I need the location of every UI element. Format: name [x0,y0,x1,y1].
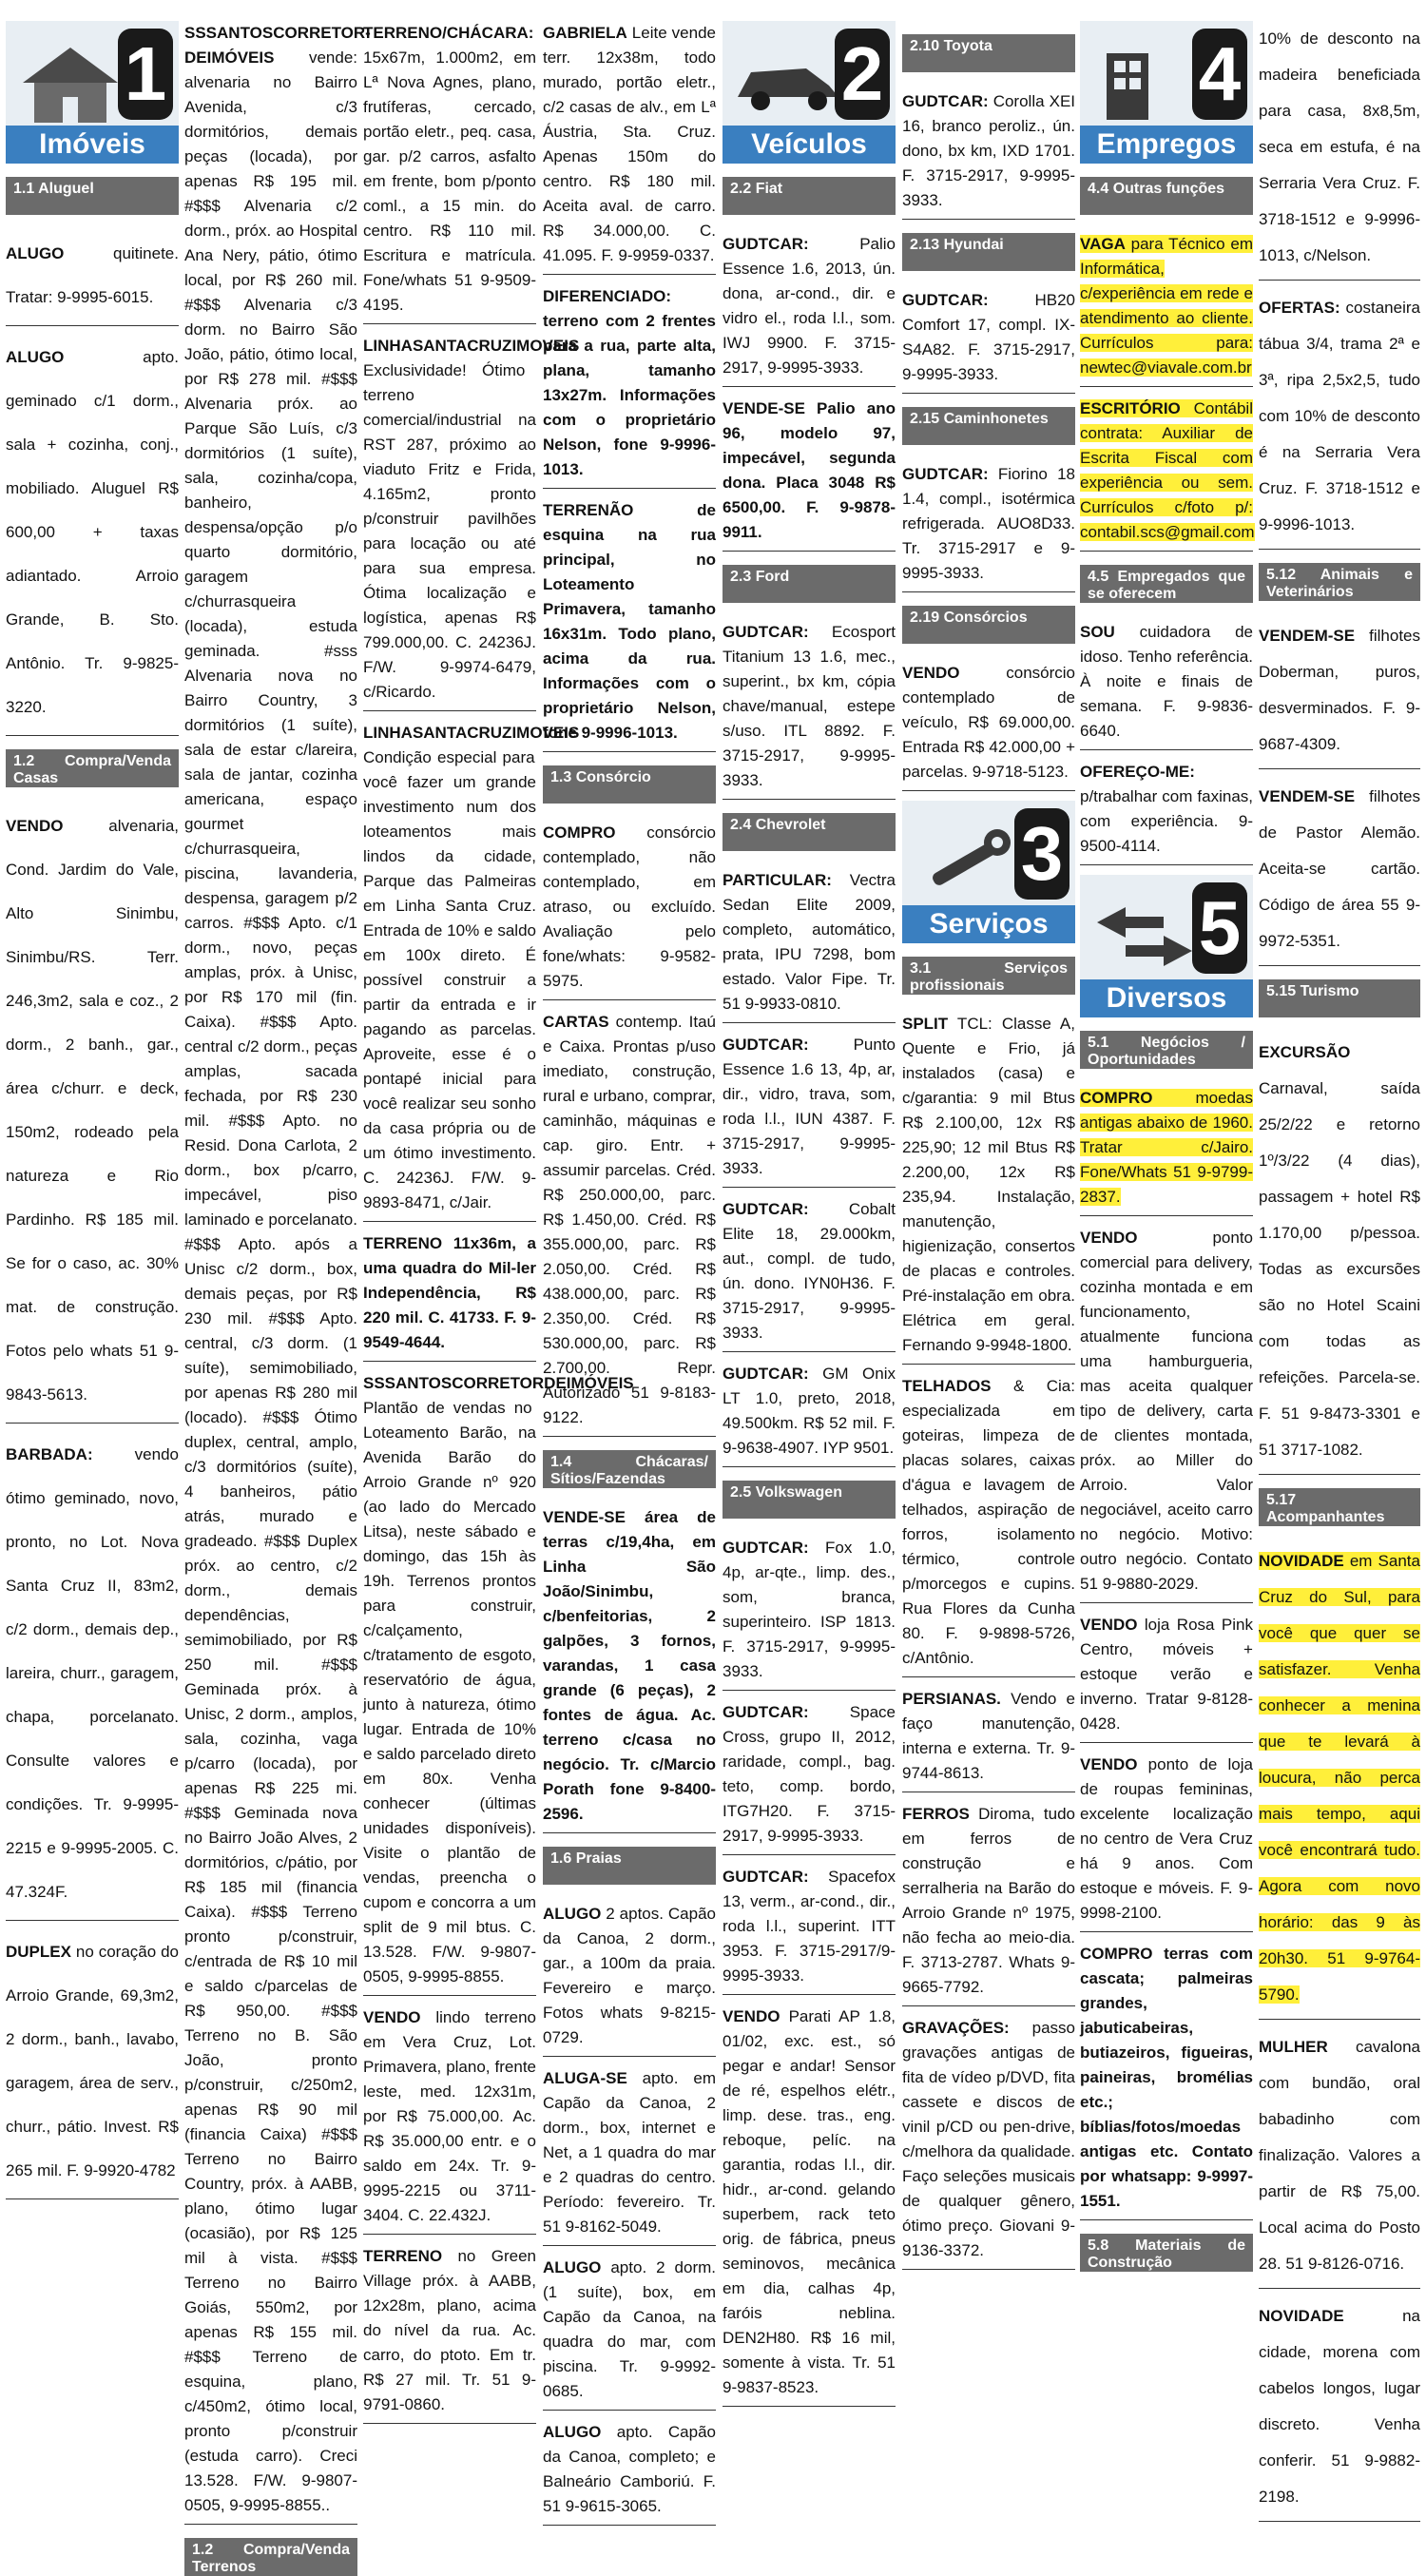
classifieds-page [6,21,1420,2575]
classified-ad: TERRENO 11x36m, a uma quadra do Mil-ler Independência, R$ 220 mil. C. 41733. F. 9-9549-4644. [363,1231,536,1362]
subsection-header: 5.12 Animais e Veterinários [1259,563,1420,601]
section-number: 5 [1192,882,1247,974]
classified-ad: VENDE-SE Palio ano 96, modelo 97, impecável, segunda dona. Placa 3048 R$ 6500,00. F. 9-9878-9911. [723,397,896,552]
subsection-header: 1.4 Chácaras/ Sítios/Fazendas [543,1450,716,1488]
classified-ad: ALUGO apto. geminado c/1 dorm., sala + cozinha, conj., mobiliado. Aluguel R$ 600,00 + taxas adiantado. Arroio Grande, B. Sto. Antônio. Tr. 9-9825-3220. [6,336,179,736]
classified-ad: COMPRO moedas antigas abaixo de 1960. Tratar c/Jairo. Fone/Whats 51 9-9799-2837. [1080,1086,1253,1216]
classified-ad: VENDO loja Rosa Pink Centro, móveis + estoque verão e inverno. Tratar 9-8128-0428. [1080,1613,1253,1743]
classified-ad: PERSIANAS. Vendo e faço manutenção, interna e externa. Tr. 9-9744-8613. [902,1687,1075,1792]
subsection-header: 2.2 Fiat [723,177,896,215]
classified-ad: MULHER cavalona com bundão, oral babadinho com finalização. Valores a partir de R$ 75,00. Local acima do Posto 28. 51 9-8126-0716. [1259,2029,1420,2289]
section-number: 3 [1014,808,1070,900]
classified-ad: TERRENO/CHÁCARA: 15x67m, 1.000m2, em Lª Nova Agnes, plano, frutíferas, cercado, portão eletr., peq. casa, gar. p/2 carros, asfalto em frente, bom p/ponto coml., a 15 min. do centro. R$ 110 mil. Escritura e matrícula. Fone/whats 51 9-9509-4195. [363,21,536,324]
subsection-header: 3.1 Serviços profissionais [902,957,1075,995]
subsection-header: 4.5 Empregados que se oferecem [1080,565,1253,603]
section-header-empregos [1080,21,1253,164]
classified-ad: ALUGO apto. Capão da Canoa, completo; e Balneário Camboriú. F. 51 9-9615-3065. [543,2420,716,2526]
classified-ad: DUPLEX no coração do Arroio Grande, 69,3m2, 2 dorm., banh., lavabo, garagem, área de serv., churr., pátio. Invest. R$ 265 mil. F. 9-9920-4782 [6,1930,179,2199]
classified-ad: GRAVAÇÕES: passo gravações antigas de fita de vídeo p/DVD, fita cassete e discos de vinil p/CD ou pen-drive, c/melhora da qualidade. Faço seleções musicais de qualquer gênero, ótimo preço. Giovani 9-9136-3372. [902,2016,1075,2270]
section-title: Imóveis [6,126,179,164]
classified-ad: ALUGO quitinete. Tratar: 9-9995-6015. [6,232,179,326]
classified-ad: VENDEM-SE filhotes de Pastor Alemão. Aceita-se cartão. Código de área 55 9-9972-5351. [1259,779,1420,966]
column-6 [902,21,1075,2370]
classified-ad: SSSANTOSCORRETOR-DEIMÓVEIS vende: alvenaria no Bairro Avenida, c/3 dormitórios, demais peças (locada), por apenas R$ 195 mil. #$$$ Alvenaria c/2 dorm., próx. ao Hospital Ana Nery, pátio, ótimo local, por R$ 260 mil. #$$$ Alvenaria c/3 dorm. no Bairro São João, pátio, ótimo local, por R$ 278 mil. #$$$ Alvenaria próx. ao Parque São Luís, c/3 dormitórios (1 suíte), sala, cozinha/copa, banheiro, despensa/opção p/o quarto dormitório, garagem c/churrasqueira (locada), estuda geminada. #sss Alvenaria nova no Bairro Country, 3 dormitórios (1 suíte), sala de estar c/lareira, sala de jantar, cozinha americana, espaço gourmet c/churrasqueira, piscina, lavanderia, despensa, garagem p/2 carros. #$$$ Apto. c/1 dorm., novo, peças amplas, próx. à Unisc, por R$ 170 mil (fin. Caixa). #$$$ Apto. central c/2 dorm., peças amplas, sacada fechada, por R$ 230 mil. #$$$ Apto. no Resid. Dona Carlota, 2 dorm., box p/carro, impecável, piso laminado e porcelanato. #$$$ Apto. após a Unisc c/2 dorm., box, demais peças, por R$ 230 mil. #$$$ Apto. central, c/3 dorm. (1 suíte), semimobiliado, por apenas R$ 280 mil (locado). #$$$ Ótimo duplex, central, amplo, c/3 dormitórios (suíte), 4 banheiros, pátio atrás, murado e gradeado. #$$$ Duplex próx. ao centro, c/2 dorm., demais dependências, semimobiliado, por R$ 250 mil. #$$$ Geminada próx. à Unisc, 2 dorm., amplos, sala, cozinha, vaga p/carro (locada), por apenas R$ 225 mi. #$$$ Geminada nova no Bairro João Alves, 2 dormitórios, c/pátio, por R$ 185 mil (financia Caixa). #$$$ Terreno pronto p/construir, c/entrada de R$ 10 mil e saldo c/parcelas de R$ 950,00. #$$$ Terreno no B. São João, pronto p/construir, c/250m2, apenas R$ 90 mil (financia Caixa) #$$$ Terreno no Bairro Country, próx. à AABB, plano, ótimo lugar (ocasião), por R$ 125 mil à vista. #$$$ Terreno no Bairro Goiás, 550m2, por apenas R$ 155 mil. #$$$ Terreno de esquina, plano, c/450m2, ótimo local, pronto p/construir (estuda carro). Creci 13.528. F/W. 9-9807-0505, 9-9995-8855.. [184,21,357,2525]
column-7 [1080,21,1253,2370]
column-1 [6,21,179,2370]
subsection-header: 5.8 Materiais de Construção [1080,2234,1253,2272]
classified-ad: EXCURSÃO Carnaval, saída 25/2/22 e retorno 1º/3/22 (4 dias), passagem + hotel R$ 1.170,00 p/pessoa. Todas as excursões são no Hotel Scaini com todas as refeições. Parcela-se. F. 51 9-8473-3301 e 51 3717-1082. [1259,1035,1420,1475]
classified-ad: GUDTCAR: Corolla XEI 16, branco peroliz., ún. dono, bx km, IXD 1701. F. 3715-2917, 9-9995-3933. [902,89,1075,220]
classified-ad: LINHASANTACRUZIMOVEIS Condição especial para você fazer um grande investimento num dos loteamentos mais lindos da cidade, Parque das Palmeiras em Linha Santa Cruz. Entrada de 10% e saldo em 100x direto. É possível construir a partir da entrada e ir pagando as parcelas. Aproveite, esse é o pontapé inicial para você realizar seu sonho da casa própria ou de um ótimo investimento. C. 24236J. F/W. 9-9893-8471, c/Jair. [363,721,536,1222]
classified-ad: VENDO alvenaria, Cond. Jardim do Vale, Alto Sinimbu, Sinimbu/RS. Terr. 246,3m2, sala e coz., 2 dorm., 2 banh., gar., área c/churr. e deck, 150m2, rodeado pela natureza e Rio Pardinho. R$ 185 mil. Se for o caso, ac. 30% mat. de construção. Fotos pelo whats 51 9-9843-5613. [6,804,179,1424]
classified-ad: GUDTCAR: Fiorino 18 1.4, compl., isotérmica refrigerada. AUO8D33. Tr. 3715-2917 e 9-9995-3933. [902,462,1075,592]
classified-ad: OFEREÇO-ME: p/trabalhar com faxinas, com experiência. 9-9500-4114. [1080,760,1253,865]
subsection-header: 2.13 Hyundai [902,233,1075,271]
section-number: 1 [118,29,173,120]
classified-ad: GUDTCAR: GM Onix LT 1.0, preto, 2018, 49.500km. R$ 52 mil. F. 9-9638-4907. IYP 9501. [723,1362,896,1467]
column-4 [543,21,716,2515]
classified-ad: BARBADA: vendo ótimo geminado, novo, pronto, no Lot. Nova Santa Cruz II, 83m2, c/2 dorm., demais dep., lareira, churr., garagem, chapa, porcelanato. Consulte valores e condições. Tr. 9-9995-2215 e 9-9995-2005. C. 47.324F. [6,1433,179,1921]
classified-ad: VENDO Parati AP 1.8, 01/02, exc. est., só pegar e andar! Sensor de ré, espelhos elétr., limp. dese. tras., eng. reboque, pelíc. na garantia, rodas l.l., dir. hidr., ar-cond. gelando superbem, rack teto orig. de fábrica, pneus seminovos, mecânica em dia, calhas 4p, faróis neblina. DEN2H80. R$ 16 mil, somente à vista. Tr. 51 9-9837-8523. [723,2005,896,2407]
subsection-header: 5.15 Turismo [1259,979,1420,1017]
classified-ad: NOVIDADE na cidade, morena com cabelos longos, lugar discreto. Venha conferir. 51 9-9882-2198. [1259,2298,1420,2522]
classified-ad: VENDO consórcio contemplado de veículo, R$ 69.000,00. Entrada R$ 42.000,00 + parcelas. 9-9718-5123. [902,661,1075,791]
classified-ad: GUDTCAR: HB20 Comfort 17, compl. IX-S4A82. F. 3715-2917, 9-9995-3933. [902,288,1075,394]
classified-ad: ESCRITÓRIO Contábil contrata: Auxiliar de Escrita Fiscal com experiência ou sem. Currículos c/foto p/: contabil.scs@gmail.com [1080,397,1253,552]
classified-ad: ALUGO 2 aptos. Capão da Canoa, 2 dorm., gar., a 100m da praia. Fevereiro e março. Fotos whats 9-8215-0729. [543,1902,716,2057]
subsection-header: 2.19 Consórcios [902,606,1075,644]
classified-ad: VENDO ponto de loja de roupas femininas, excelente localização no centro de Vera Cruz há 9 anos. Com estoque e móveis. F. 9-9998-2100. [1080,1753,1253,1932]
classified-ad: COMPRO consórcio contemplado, não contemplado, em atraso, ou excluído. Avaliação pelo fone/whats: 9-9582-5975. [543,821,716,1000]
classified-ad: ALUGO apto. 2 dorm. (1 suíte), box, em Capão da Canoa, na quadra do mar, com piscina. Tr. 9-9992-0685. [543,2256,716,2411]
classified-ad: VENDO lindo terreno em Vera Cruz, Lot. Primavera, plano, frente leste, med. 12x31m, por R$ 75.000,00. Ac. R$ 35.000,00 entr. e o saldo em 24x. Tr. 9-9995-2215 ou 3711-3404. C. 22.432J. [363,2005,536,2235]
classified-ad: TELHADOS & Cia: especializada em goteiras, limpeza de placas solares, caixas d'água e lavagem de telhados, aspiração de forros, isolamento térmico, controle p/morcegos e cupins. Rua Flores da Cunha 80. F. 9-9898-5726, c/Antônio. [902,1374,1075,1677]
classified-ad: OFERTAS: costaneira tábua 3/4, trama 2ª e 3ª, ripa 2,5x2,5, tudo com 10% de desconto é na Serraria Vera Cruz. F. 3718-1512 e 9-9996-1013. [1259,290,1420,550]
subsection-header: 2.10 Toyota [902,34,1075,72]
subsection-header: 1.1 Aluguel [6,177,179,215]
subsection-header: 1.3 Consórcio [543,765,716,804]
subsection-header: 1.6 Praias [543,1847,716,1885]
classified-ad: DIFERENCIADO: terreno com 2 frentes para a rua, parte alta, plana, tamanho 13x27m. Informações com o proprietário Nelson, fone 9-9996-1013. [543,284,716,489]
classified-ad: PARTICULAR: Vectra Sedan Elite 2009, completo, automático, prata, IPU 7298, bom estado. Valor Fipe. Tr. 51 9-9933-0810. [723,868,896,1023]
classified-ad: COMPRO terras com cascata; palmeiras grandes, jabuticabeiras, butiazeiros, figueiras, paineiras, bromélias etc.; bíblias/fotos/moedas antigas etc. Contato por whatsapp: 9-9997-1551. [1080,1942,1253,2220]
subsection-header: 1.2 Compra/Venda Terrenos [184,2538,357,2576]
classified-ad: 10% de desconto na madeira beneficiada para casa, 8x8,5m, seca em estufa, é na Serraria Vera Cruz. F. 3718-1512 e 9-9996-1013, c/Nelson. [1259,21,1420,281]
classified-ad: GUDTCAR: Fox 1.0, 4p, ar-qte., limp. des., som, branca, superinteiro. ISP 1813. F. 3715-2917, 9-9995-3933. [723,1536,896,1691]
classified-ad: SOU cuidadora de idoso. Tenho referência. À noite e finais de semana. F. 9-9836-6640. [1080,620,1253,750]
section-title: Serviços [902,905,1075,943]
classified-ad: GABRIELA Leite vende terr. 12x38m, todo murado, portão eletr., c/2 casas de alv., em Lª Áustria, Sta. Cruz. Apenas 150m do centro. R$ 180 mil. Aceita aval. de carro. R$ 34.000,00. C. 41.095. F. 9-9959-0337. [543,21,716,275]
classified-ad: GUDTCAR: Ecosport Titanium 13 1.6, mec., superint., bx km, cópia chave/manual, estepe s/uso. ITL 8892. F. 3715-2917, 9-9995-3933. [723,620,896,800]
section-number: 4 [1192,29,1247,120]
subsection-header: 5.17 Acompanhantes [1259,1488,1420,1526]
classified-ad: GUDTCAR: Palio Essence 1.6, 2013, ún. dona, ar-cond., dir. e vidro el., roda l.l., som. IWJ 9900. F. 3715-2917, 9-9995-3933. [723,232,896,387]
classified-ad: SPLIT TCL: Classe A, Quente e Frio, já instalados (casa) e c/garantia: 9 mil Btus R$ 2.100,00, 12x R$ 225,90; 12 mil Btus R$ 2.200,00, 12x R$ 235,94. Instalação, manutenção, higienização, consertos de placas e controles. Pré-instalação em obra. Elétrica em geral. Fernando 9-9948-1800. [902,1012,1075,1365]
column-8 [1259,21,1420,2506]
subsection-header: 2.5 Volkswagen [723,1481,896,1519]
classified-ad: TERRENÃO de esquina na rua principal, no Loteamento Primavera, tamanho 16x31m. Todo plano, acima da rua. Informações com o proprietário Nelson, fone 9-9996-1013. [543,498,716,752]
subsection-header: 2.3 Ford [723,565,896,603]
subsection-header: 2.15 Caminhonetes [902,407,1075,445]
classified-ad: GUDTCAR: Punto Essence 1.6 13, 4p, ar, dir., vidro, trava, som, roda l.l., IUN 4387. F. 3715-2917, 9-9995-3933. [723,1033,896,1188]
classified-ad: ALUGA-SE apto. em Capão da Canoa, 2 dorm., box, internet e Net, a 1 quadra do mar e 2 quadras do centro. Período: fevereiro. Tr. 51 9-8162-5049. [543,2066,716,2246]
section-header-servicos [902,801,1075,943]
section-title: Diversos [1080,979,1253,1017]
subsection-header: 2.4 Chevrolet [723,813,896,851]
classified-ad: TERRENO no Green Village próx. à AABB, 12x28m, plano, acima do nível da rua. Ac. carro, do ptoto. Em tr. R$ 27 mil. Tr. 51 9-9791-0860. [363,2244,536,2424]
classified-ad: NOVIDADE em Santa Cruz do Sul, para você que quer se satisfazer. Venha conhecer a menina que te levará à loucura, não perca mais tempo, aqui você encontrará tudo. Agora com novo horário: das 9 às 20h30. 51 9-9764-5790. [1259,1543,1420,2020]
section-header-veiculos [723,21,896,164]
section-title: Veículos [723,126,896,164]
section-number: 2 [835,29,890,120]
classified-ad: VENDO ponto comercial para delivery, cozinha montada e em funcionamento, atualmente funciona uma hamburgueria, mas aceita qualquer tipo de delivery, carta de clientes montada, próx. ao Miller do Arroio. Valor negociável, aceito carro no negócio. Motivo: outro negócio. Contato 51 9-9880-2029. [1080,1226,1253,1603]
classified-ad: GUDTCAR: Space Cross, grupo II, 2012, raridade, compl., bag. teto, comp. bordo, ITG7H20. F. 3715-2917, 9-9995-3933. [723,1700,896,1855]
section-header-imoveis [6,21,179,164]
section-header-diversos [1080,875,1253,1017]
classified-ad: GUDTCAR: Spacefox 13, verm., ar-cond., dir., roda l.l., superint. ITT 3953. F. 3715-2917/9-9995-3933. [723,1865,896,1995]
classified-ad: LINHASANTACRUZIMOVEIS Exclusividade! Ótimo terreno comercial/industrial na RST 287, próximo ao viaduto Fritz e Frida, 4.165m2, pronto p/construir pavilhões para locação ou até para sua empresa. Ótima localização e logística, apenas R$ 799.000,00. C. 24236J. F/W. 9-9974-6479, c/Ricardo. [363,334,536,711]
classified-ad: VENDEM-SE filhotes Doberman, puros, desverminados. F. 9-9687-4309. [1259,618,1420,769]
subsection-header: 1.2 Compra/Venda Casas [6,749,179,787]
subsection-header: 4.4 Outras funções [1080,177,1253,215]
column-5 [723,21,896,2396]
classified-ad: VAGA para Técnico em Informática, c/experiência em rede e atendimento ao cliente. Currículos para: newtec@viavale.com.br [1080,232,1253,387]
subsection-header: 5.1 Negócios / Oportunidades [1080,1031,1253,1069]
classified-ad: VENDE-SE área de terras c/19,4ha, em Linha São João/Sinimbu, c/benfeitorias, 2 galpões, 3 fornos, varandas, 1 casa grande (6 peças), 2 fontes de água. Ac. terreno c/casa no negócio. Tr. c/Marcio Porath fone 9-8400-2596. [543,1505,716,1833]
classified-ad: GUDTCAR: Cobalt Elite 18, 29.000km, aut., compl. de tudo, ún. dono. IYN0H36. F. 3715-2917, 9-9995-3933. [723,1197,896,1352]
section-title: Empregos [1080,126,1253,164]
column-2 [184,21,371,2575]
classified-ad: CARTAS contemp. Itaú e Caixa. Prontas p/uso imediato, construção, rural e urbano, comprar, caminhão, máquinas e cap. giro. Entr. + assumir parcelas. Créd. R$ 250.000,00, parc. R$ 1.450,00. Créd. R$ 355.000,00, parc. R$ 2.050,00. Créd. R$ 438.000,00, parc. R$ 2.350,00. Créd. R$ 530.000,00, parc. R$ 2.700,00. Repr. Autorizado 51 9-8183-9122. [543,1010,716,1437]
classified-ad: SSSANTOSCORRETORDEIMÓVEIS Plantão de vendas no Loteamento Barão, na Avenida Barão do Arroio Grande nº 920 (ao lado do Mercado Litsa), neste sábado e domingo, das 15h às 19h. Terrenos prontos para construir, c/calçamento, c/tratamento de esgoto, reservatório de água, junto à natureza, ótimo lugar. Entrada de 10% e saldo parcelado direto em 80x. Venha conhecer (últimas unidades disponíveis). Visite o plantão de vendas, preencha o cupom e concorra a um split de 9 mil btus. C. 13.528. F/W. 9-9807-0505, 9-9995-8855. [363,1371,536,1996]
classified-ad: FERROS Diroma, tudo em ferros de construção e serralheria na Barão do Arroio Grande nº 1975, não fecha ao meio-dia. F. 3713-2787. Whats 9-9665-7792. [902,1802,1075,2006]
